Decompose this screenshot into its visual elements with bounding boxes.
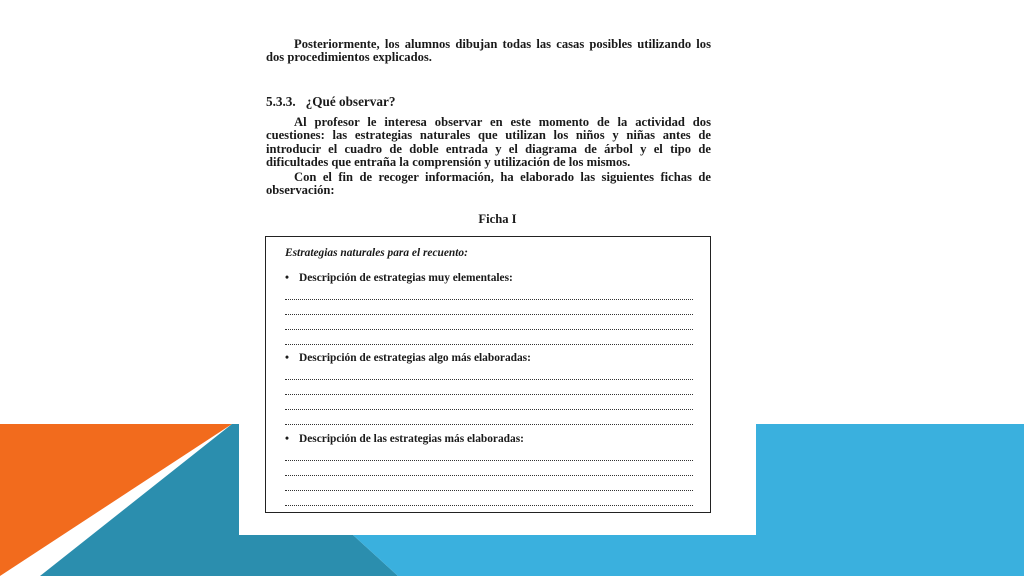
dotted-line (285, 330, 693, 345)
section-label (285, 351, 693, 365)
dotted-line (285, 380, 693, 395)
intro-paragraph: Posteriormente, los alumnos dibujan todas las casas posibles utilizando los dos procedimientos explicados. (266, 37, 711, 65)
ficha-section-mas-elaboradas (285, 432, 693, 506)
dotted-line (285, 491, 693, 506)
dotted-line (285, 410, 693, 425)
dotted-line (285, 395, 693, 410)
ficha-section-algo-elaboradas (285, 351, 693, 425)
dotted-line (285, 446, 693, 461)
section-label (285, 271, 693, 285)
ficha-section-elementales (285, 271, 693, 345)
dotted-line (285, 461, 693, 476)
section-label-text: Descripción de estrategias muy elementales: (299, 272, 513, 284)
dotted-line (285, 476, 693, 491)
ficha-box (265, 236, 711, 513)
observation-paragraph: Al profesor le interesa observar en este momento de la actividad dos cuestiones: las estrategias naturales que utilizan los niños y niñas antes de introducir el cuadro de doble entrada y el diagrama de árbol y el tipo de dificultades que entraña la comprensión y utilización de los mismos. (266, 115, 711, 170)
dotted-line (285, 285, 693, 300)
dotted-line (285, 300, 693, 315)
fichas-paragraph: Con el fin de recoger información, ha elaborado las siguientes fichas de observación: (266, 170, 711, 198)
bullet: • (285, 272, 289, 284)
ficha-intro: Estrategias naturales para el recuento: (285, 247, 468, 259)
section-label (285, 432, 693, 446)
bullet: • (285, 352, 289, 364)
section-number: 5.3.3. (266, 94, 296, 109)
section-label-text: Descripción de estrategias algo más elaboradas: (299, 352, 531, 364)
bullet: • (285, 433, 289, 445)
section-heading (266, 95, 395, 108)
ficha-title: Ficha I (478, 212, 517, 226)
document-page (239, 0, 756, 535)
section-label-text: Descripción de las estrategias más elaboradas: (299, 433, 524, 445)
section-title: ¿Qué observar? (305, 94, 396, 109)
dotted-line (285, 365, 693, 380)
dotted-line (285, 315, 693, 330)
